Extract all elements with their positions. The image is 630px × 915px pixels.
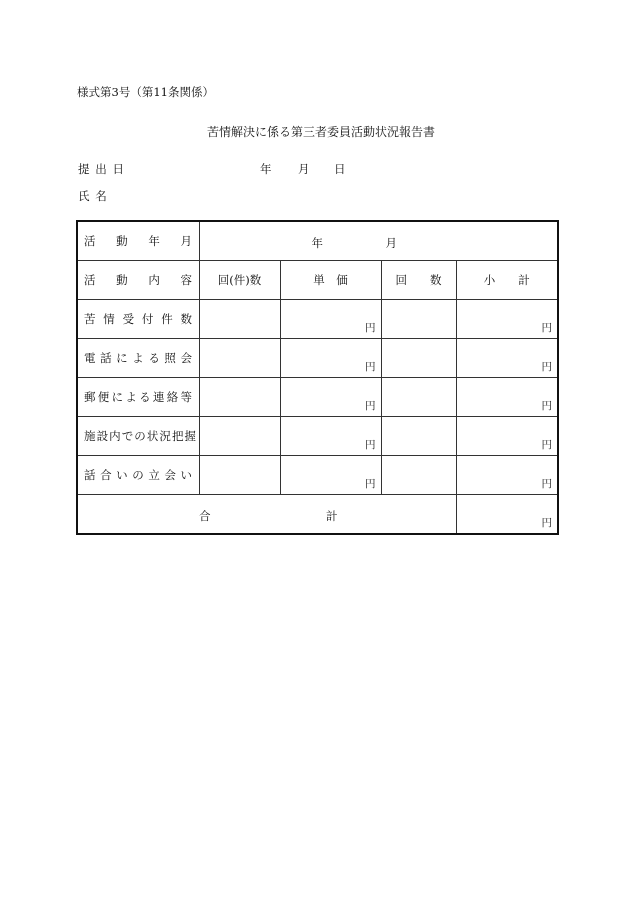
header-subtotal: 小 計 [456,261,558,300]
yen-suffix: 円 [541,517,552,529]
unit-price-cell[interactable] [280,378,381,417]
times-count-cell[interactable] [199,339,280,378]
row-label-cell [77,300,199,339]
total-label-cell [77,495,456,535]
table-row [77,300,558,339]
date-day-label: 日 [334,162,346,176]
subtotal-cell[interactable] [456,417,558,456]
subtotal-cell[interactable] [456,339,558,378]
unit-price-cell[interactable] [280,300,381,339]
activity-month-month-label: 月 [385,236,397,250]
yen-suffix: 円 [541,439,552,451]
times-count-cell[interactable] [199,456,280,495]
times-cell[interactable] [381,378,456,417]
header-times: 回 数 [381,261,456,300]
times-cell[interactable] [381,417,456,456]
activity-month-year-label: 年 [311,236,323,250]
header-times-count: 回(件)数 [199,261,280,300]
table-row [77,378,558,417]
times-count-cell[interactable] [199,417,280,456]
activity-content-label: 活 動 内 容 [84,273,192,287]
name-field [78,188,113,204]
document-title: 苦情解決に係る第三者委員活動状況報告書 [206,125,435,139]
form-number: 様式第3号（第11条関係） [77,85,214,99]
yen-suffix: 円 [365,322,376,334]
times-cell[interactable] [381,456,456,495]
yen-suffix: 円 [541,478,552,490]
yen-suffix: 円 [541,322,552,334]
times-count-cell[interactable] [199,300,280,339]
subtotal-cell[interactable] [456,300,558,339]
submission-date-label: 提出日 [78,162,130,176]
row-label-cell [77,417,199,456]
row-label: 苦 情 受 付 件 数 [84,312,192,326]
activity-month-row [77,221,558,261]
date-month-label: 月 [298,162,310,176]
yen-suffix: 円 [365,361,376,373]
subtotal-cell[interactable] [456,456,558,495]
date-year-label: 年 [260,162,272,176]
row-label: 話 合 い の 立 会 い [84,468,192,482]
unit-price-cell[interactable] [280,339,381,378]
activity-content-label-cell [77,261,199,300]
activity-month-label: 活 動 年 月 [84,234,192,248]
total-value-cell[interactable] [456,495,558,535]
row-label-cell [77,456,199,495]
subtotal-cell[interactable] [456,378,558,417]
yen-suffix: 円 [365,439,376,451]
yen-suffix: 円 [365,478,376,490]
total-label-b: 計 [326,509,338,523]
times-cell[interactable] [381,300,456,339]
row-label: 施 設 内 で の 状 況 把 握 [84,429,196,443]
row-label: 電 話 に よ る 照 会 [84,351,192,365]
header-unit-price: 単 価 [280,261,381,300]
times-cell[interactable] [381,339,456,378]
row-label-cell [77,378,199,417]
total-row [77,495,558,535]
activity-report-table [76,220,559,535]
yen-suffix: 円 [541,400,552,412]
activity-month-label-cell [77,221,199,261]
column-header-row [77,261,558,300]
unit-price-cell[interactable] [280,417,381,456]
table-row [77,339,558,378]
times-count-cell[interactable] [199,378,280,417]
name-label: 氏名 [78,189,113,203]
row-label-cell [77,339,199,378]
unit-price-cell[interactable] [280,456,381,495]
row-label: 郵 便 に よ る 連 絡 等 [84,390,192,404]
yen-suffix: 円 [541,361,552,373]
activity-month-value-cell [199,221,558,261]
yen-suffix: 円 [365,400,376,412]
submission-date-field [78,161,346,177]
table-row [77,456,558,495]
table-row [77,417,558,456]
total-label-a: 合 [199,509,211,523]
